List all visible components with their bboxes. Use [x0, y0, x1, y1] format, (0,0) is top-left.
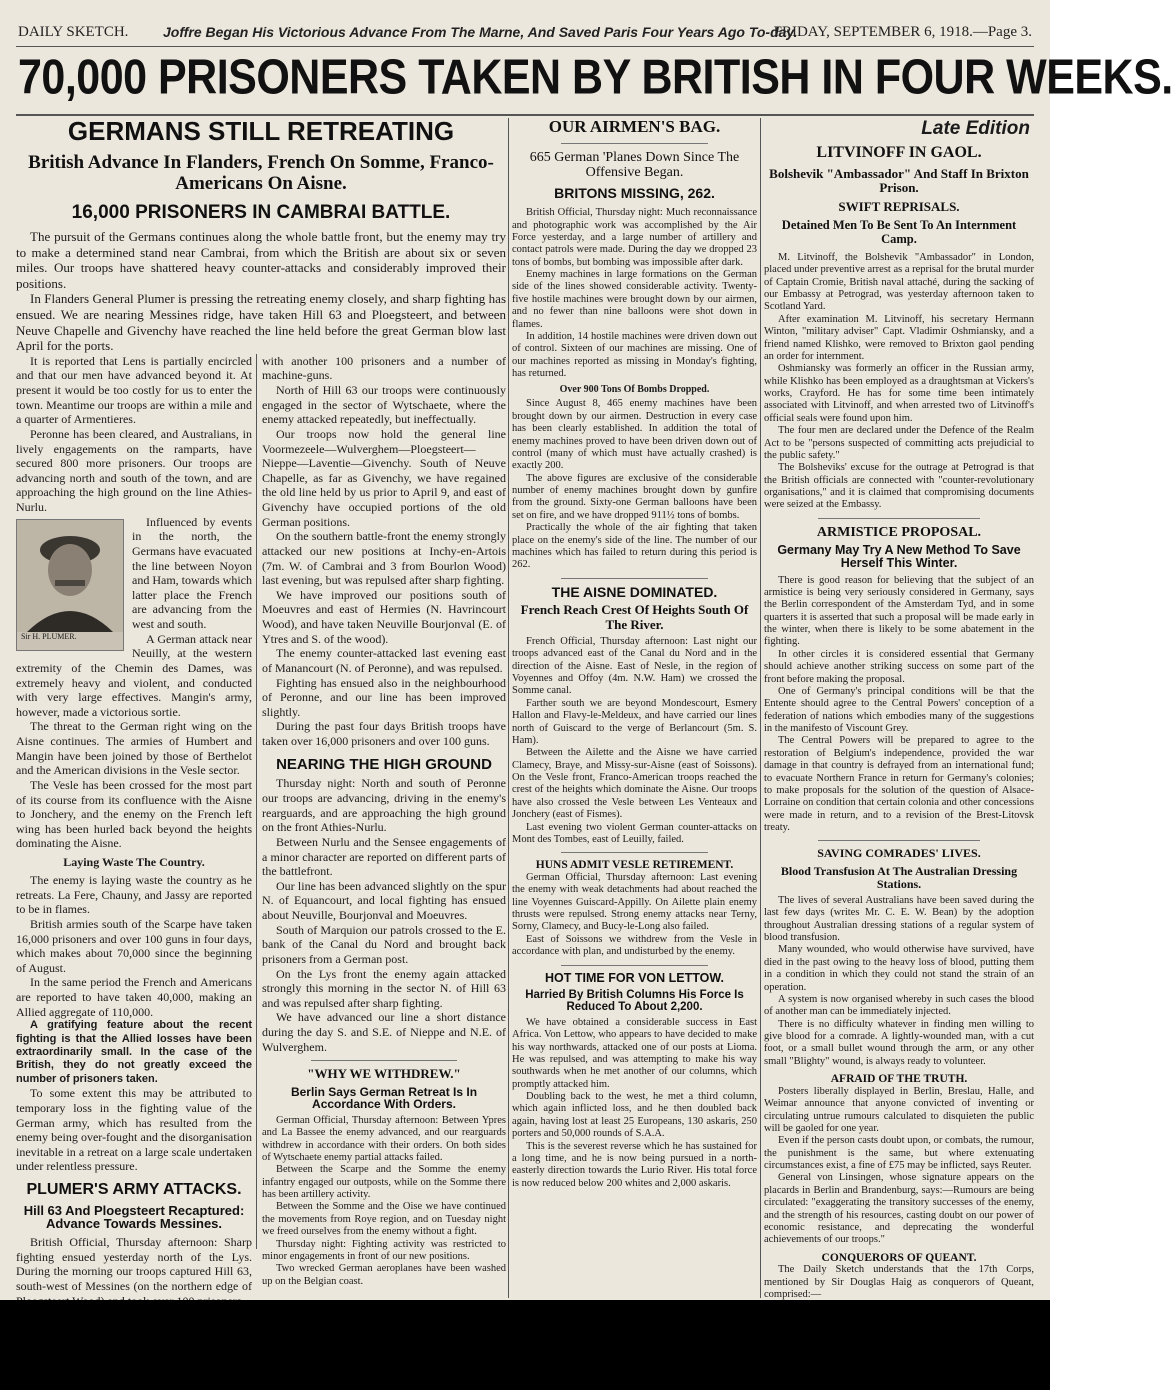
paragraph: Our troops now hold the general line Voormezeele—Wulverghem—Ploegsteert—Nieppe—Laventie—Givenchy. South of Neuve Chapelle, as far as Givenchy, we have regained the old line held by us prior to April 9, and east of Givenchy have occupied portions of the old German positions. [262, 426, 506, 529]
late-edition-label: Late Edition [921, 118, 1030, 139]
paragraph: Practically the whole of the air fighting that taken place on the enemy's side of the line. The number of our machines which has failed to return during this period is 262. [512, 522, 757, 571]
masthead [18, 24, 1032, 46]
subheading: Over 900 Tons Of Bombs Dropped. [559, 384, 710, 396]
banner-headline: 70,000 PRISONERS TAKEN BY BRITISH IN FOUR WEEKS. [18, 50, 1173, 106]
paragraph: British Official, Thursday afternoon: Sharp fighting ensued yesterday north of the Lys. During the morning our troops captured Hill 63, south-west of Messines (on the northern edge of [16, 1235, 252, 1293]
litvinoff-deck: Bolshevik "Ambassador" And Staff In Brixton Prison. [769, 165, 1029, 195]
main-deck-prisoners: 16,000 PRISONERS IN CAMBRAI BATTLE. [71, 202, 451, 224]
separator [561, 143, 708, 144]
bottom-strip [0, 1300, 1050, 1390]
separator [311, 1060, 457, 1061]
paragraph: In addition, 14 hostile machines were driven down out of control. Sixteen of our machines are missing. One of our machines reported as missing in Monday's fighting, has returned. [512, 330, 757, 380]
litvinoff-headline: LITVINOFF IN GAOL. [816, 144, 982, 161]
paragraph: On the southern battle-front the enemy strongly attacked our new positions at Inchy-en-Artois (7m. W. of Cambrai and 3 from Bourlon Wood) last evening, but was repulsed after sharp fighting. [262, 529, 506, 588]
saving-deck: Blood Transfusion At The Australian Dressing Stations. [780, 863, 1018, 891]
column-divider [508, 118, 509, 1298]
separator [818, 518, 980, 519]
separator [818, 840, 980, 841]
paragraph: The threat to the German right wing on the Aisne continues. The armies of Humbert and Mangin have been joined by those of Berthelot and the American divisions in the Vesle sector. [16, 719, 252, 778]
lettow-deck: Harried By British Columns His Force Is Reduced To About 2,200. [525, 988, 744, 1013]
masthead-rule [16, 46, 1034, 47]
paragraph: Two wrecked German aeroplanes have been washed up on the Belgian coast. [262, 1263, 506, 1287]
armistice-headline: ARMISTICE PROPOSAL. [816, 524, 982, 540]
paragraph: A German attack near Neuilly, at the western extremity of the Chemin des Dames, was extremely heavy and violent, and conducted with very large effectives. Mangin's army, however, made a victorious sortie. [16, 631, 252, 719]
paragraph: There is no difficulty whatever in finding men willing to give blood for a comrade. A lightly-wounded man, with a cut foot, or a small bullet wound through the arm, or any other small "Blighty" wound, is always ready to volunteer. [764, 1018, 1034, 1067]
withdrew-headline: "WHY WE WITHDREW." [307, 1066, 461, 1082]
general-portrait-image [17, 520, 123, 632]
paragraph: The lives of several Australians have been saved during the last few days (writes Mr. C. E. W. Bean) by the adoption throughout Australian dressing stations of a regular system of blood transfusion. [764, 894, 1034, 944]
paragraph: After examination M. Litvinoff, his secretary Hermann Winton, "military adviser" Capt. Vladimir Oshmiansky, and a friend named Klishko, were removed to Brixton gaol pending an order for internment. [764, 313, 1034, 362]
portrait-caption: Sir H. PLUMER. [21, 631, 77, 641]
subheading: Laying Waste The Country. [63, 855, 205, 870]
aisne-deck: French Reach Crest Of Heights South Of The River. [520, 602, 749, 632]
plumer-deck: Hill 63 And Ploegsteert Recaptured: Advance Towards Messines. [23, 1202, 245, 1232]
dateline: FRIDAY, SEPTEMBER 6, 1918.—Page 3. [773, 24, 1032, 40]
late-edition-column [764, 118, 1034, 1301]
paragraph: In the same period the French and Americans are reported to have taken 40,000, making an Allied aggregate of 110,000. [16, 975, 252, 1019]
armistice-deck: Germany May Try A New Method To Save Herself This Winter. [777, 543, 1021, 571]
paragraph: To some extent this may be attributed to temporary loss in the fighting value of the German army, which has resulted from the enemy being over-fought and the disorganisation inevitable in a retreat on a large scale undertaken under relentless pressure. [16, 1086, 252, 1174]
paragraph: Fighting has ensued also in the neighbourhood of Peronne, and our line has been improved slightly. [262, 675, 506, 719]
paragraph: The enemy counter-attacked last evening east of Manancourt (N. of Peronne), and was repulsed. [262, 646, 506, 675]
paragraph: Our line has been advanced slightly on the spur N. of Equancourt, and local fighting has ensued about Neuville, Bourjonval and Moeuvres. [262, 878, 506, 923]
vesle-headline: HUNS ADMIT VESLE RETIREMENT. [535, 859, 734, 872]
saving-headline: SAVING COMRADES' LIVES. [817, 846, 981, 861]
paragraph: In other circles it is considered essential that Germany should achieve another striking success on some part of the front before making the proposal. [764, 648, 1034, 685]
paragraph: The enemy is laying waste the country as he retreats. La Fere, Chauny, and Jassy are reported to be in flames. [16, 873, 252, 917]
paragraph: Since August 8, 465 enemy machines have been brought down by our airmen. Destruction in every case has been clearly established. In addition the total of enemy machines proved to have been driven down out of control (many of which must have actually crashed) is exactly 200. [512, 398, 757, 472]
paragraph: The four men are declared under the Defence of the Realm Act to be "persons suspected of committing acts prejudicial to the public safety." [764, 425, 1034, 461]
column-divider [760, 118, 761, 1298]
paragraph: The Vesle has been crossed for the most part of its course from its confluence with the Aisne to Jonchery, and the enemy on the French left wing has been hurled back beyond the heights dominating the Aisne. [16, 777, 252, 851]
paragraph: Oshmiansky was formerly an officer in the Russian army, while Klishko has been employed as a draughtsman at Vickers's works, Crayford. He has for some time been intimately associated with Litvinoff, and when arrested two of Litvinoff's official seals were found upon him. [764, 363, 1034, 424]
aisne-headline: THE AISNE DOMINATED. [551, 583, 718, 600]
paragraph: There is good reason for believing that the subject of an armistice is being very seriously considered in Germany, says the Berlin correspondent of the Amsterdam Tyd, and in some quarters it is asserted that such a proposal will be made early in the winter, when there is likely to be some abatement in the fighting. [764, 574, 1034, 648]
paragraph: We have advanced our line a short distance during the day S. and S.E. of Nieppe and N.E. of Wulverghem. [262, 1010, 506, 1054]
separator [561, 852, 708, 853]
sub-column-divider [256, 354, 257, 1249]
paragraph: Last evening two violent German counter-attacks on Mont des Tombes, east of Leuilly, failed. [512, 821, 757, 845]
paragraph: Between the Ailette and the Aisne we have carried Clamecy, Braye, and Missy-sur-Aisne (east of Soissons). On the Vesle front, Franco-American troops reached the crest of the heights which dominate the Aisne. Our troops have also crossed the Vesle between Les Venteaux and Jonchery (east of Fismes). [512, 747, 757, 821]
paragraph: Between the Somme and the Oise we have continued the movements from Roye region, and on Tuesday night we freed ourselves from the enemy without a fight. [262, 1201, 506, 1238]
paragraph: The Bolsheviks' excuse for the outrage at Petrograd is that the British officials are connected with "counter-revolutionary organisations," and it is claimed that compromising documents were seized at the Embassy. [764, 462, 1034, 511]
paragraph: We have obtained a considerable success in East Africa. Von Lettow, who appears to have decided to make his way northwards, attacked one of our posts at Lioma. He was repulsed, and was attempting to make his way southwards when he met another of our columns, which promptly attacked him. [512, 1016, 757, 1090]
paragraph: North of Hill 63 our troops were continuously engaged in the sector of Wytschaete, where the enemy attacked repeatedly, but ineffectually. [262, 383, 506, 427]
paper-name: DAILY SKETCH. [18, 24, 129, 40]
sub-column-left [16, 354, 252, 1338]
paragraph: Influenced by events in the north, the Germans have evacuated the line between Noyon and Ham, towards which latter place the French are advancing from the west and south. [132, 514, 252, 632]
airmen-column [512, 118, 757, 1296]
queant-headline: CONQUERORS OF QUEANT. [821, 1251, 977, 1264]
lead-paragraph: In Flanders General Plumer is pressing the retreating enemy closely, and sharp fighting has ensued. We are nearing Messines ridge, have taken Hill 63 and Ploegsteert, and between Neuve Chapelle and Givenchy have reached the line held before the great German blow last April for the ports. [16, 291, 506, 354]
masthead-tagline: Joffre Began His Victorious Advance From The Marne, And Saved Paris Four Years Ago To-day. [163, 24, 798, 40]
paragraph: Between the Scarpe and the Somme the enemy infantry engaged our outposts, while on the Somme there has been artillery activity. [262, 1164, 506, 1200]
withdrew-deck: Berlin Says German Retreat Is In Accordance With Orders. [290, 1084, 478, 1112]
lettow-headline: HOT TIME FOR VON LETTOW. [545, 970, 724, 985]
paragraph: Even if the person casts doubt upon, or combats, the rumour, the punishment is the same, but where extenuating circumstances exist, a fine of £75 may be inflicted, says Reuter. [764, 1135, 1034, 1172]
paragraph: Peronne has been cleared, and Australians, in lively engagements on the ramparts, have secured 800 more prisoners. Our troops are advancing north and south of the town, and are approaching the high ground on the line Athies-Nurlu. [16, 426, 252, 515]
separator [561, 965, 708, 966]
paragraph: German Official, Thursday afternoon: Last evening the enemy with weak detachments had about reached the line Voyennes Guiscard-Appilly. On Ailette plain enemy thrusts were repulsed. Strong enemy attacks near Terny, Sorny, Clamecy, and Bucy-le-Long also failed. [512, 871, 757, 933]
paragraph: We have improved our positions south of Moeuvres and east of Hermies (N. Havrincourt Wood), and have taken Neuville Bourjonval (E. of Ytres and S. of the wood). [262, 587, 506, 646]
paragraph: French Official, Thursday afternoon: Last night our troops advanced east of the Canal du Nord and in the direction of the Aisne. East of Nesle, in the region of Voyennes and Offoy (4m. N.W. Ham) we crossed the Somme canal. [512, 635, 757, 697]
airmen-headline: OUR AIRMEN'S BAG. [548, 117, 721, 136]
paragraph: Doubling back to the west, he met a third column, which again inflicted loss, and he then doubled back again, having lost at least 25 Europeans, 130 askaris, 250 porters and 50,000 rounds of S.A.A. [512, 1091, 757, 1140]
portrait-photo [16, 519, 124, 651]
paragraph: Many wounded, who would otherwise have survived, have died in the past owing to the heavy loss of blood, putting them in a condition in which they could not stand the strain of an operation. [764, 944, 1034, 993]
paragraph: Thursday night: Fighting activity was restricted to minor engagements in front of our new positions. [262, 1238, 506, 1262]
reprisals-deck: Detained Men To Be Sent To An Internment Camp. [781, 218, 1017, 247]
paragraph: Posters liberally displayed in Berlin, Breslau, Halle, and Weimar announce that anyone convicted of inventing or circulating untrue rumours calculated to disquieten the public will be gaoled for one year. [764, 1085, 1034, 1134]
paragraph: It is reported that Lens is partially encircled and that our men have advanced beyond it. At present it would be too costly for us to enter the town. Meantime our troops are within a mile and a quarter of Armentieres. [16, 353, 252, 427]
paragraph: German Official, Thursday afternoon: Between Ypres and La Bassee the enemy advanced, and our rearguards withdrew in accordance with their orders. On both sides of Wytschaete enemy partial attacks failed. [262, 1114, 506, 1163]
paragraph: General von Linsingen, whose signature appears on the placards in Berlin and Brandenburg, says:—Rumours are being circulated: "exaggerating the transitory successes of the enemy, and the strength of his resources, casting doubt on our power of economic resistance, and deprecating the wonderful achievements of our troops." [764, 1172, 1034, 1246]
missing-headline: BRITONS MISSING, 262. [554, 185, 715, 202]
main-story [16, 118, 506, 1296]
truth-headline: AFRAID OF THE TRUTH. [830, 1073, 968, 1086]
paragraph: One of Germany's principal conditions will be that the Entente should agree to the Central Powers' conception of a federation of nations which embodies many of the suggestions in the manifesto of Viscount Grey. [764, 685, 1034, 734]
paragraph: Thursday night: North and south of Peronne our troops are advancing, driving in the enemy's rearguards, and are approaching the high ground on the front Athies-Nurlu. [262, 776, 506, 835]
paragraph: M. Litvinoff, the Bolshevik "Ambassador" in London, placed under preventive arrest as a reprisal for the brutal murder of Captain Cromie, British naval attaché, during the sacking of our Embassy at Petrograd, was yesterday afternoon taken to Scotland Yard. [764, 251, 1034, 313]
paragraph: The Central Powers will be prepared to agree to the restoration of Belgium's independence, provided the war damage in that country is defrayed from an international fund; to evacuate Northern France in return for Germany's colonies; to make proposals for the solution of the question of Alsace-Lorraine on condition that certain colonia and other concessions were made in return, and to a revision of the Brest-Litovsk treaty. [764, 735, 1034, 833]
airmen-deck: 665 German 'Planes Down Since The Offensive Began. [529, 149, 740, 181]
paragraph: South of Marquion our patrols crossed to the E. bank of the Canal du Nord and brought back prisoners from a German post. [262, 922, 506, 966]
paragraph: Farther south we are beyond Mondescourt, Esmery Hallon and Flavy-le-Meldeux, and have carried our lines north of Guiscard to the verge of Berlancourt (5m. S. Ham). [512, 697, 757, 746]
paragraph: This is the severest reverse which he has sustained for a long time, and he is now being pursued in a north-easterly direction towards the Lurio River. His total force is now reduced below 200 whites and 2,000 askaris. [512, 1140, 757, 1189]
paragraph: British Official, Thursday night: Much reconnaissance and photographic work was accomplished by the Air Force yesterday, and a large number of artillery and contact patrols were made. During the day we dropped 23 tons of bombs, but bombing was impossible after dark. [512, 207, 757, 268]
sub-column-right [262, 354, 506, 1288]
paragraph: British armies south of the Scarpe have taken 16,000 prisoners and over 100 guns in four days, which makes about 70,000 since the beginning of August. [16, 916, 252, 975]
paragraph: The above figures are exclusive of the considerable number of enemy machines brought down by gunfire from the ground. Sixty-one German balloons have been set on fire, and we have dropped 911½ tons of bombs. [512, 472, 757, 521]
reprisals-headline: SWIFT REPRISALS. [838, 199, 960, 215]
paragraph: East of Soissons we withdrew from the Vesle in accordance with plan, and undisturbed by the enemy. [512, 933, 757, 958]
lead-paragraph: The pursuit of the Germans continues along the whole battle front, but the enemy may try to make a determined stand near Cambrai, from which the British are about six or seven miles. Our troops have shattered heavy counter-attacks and considerably improved their positions. [16, 229, 506, 291]
paragraph: with another 100 prisoners and a number of machine-guns. [262, 353, 506, 383]
bold-paragraph: A gratifying feature about the recent fighting is that the Allied losses have been extraordinarily small. In the case of the British, they do not greatly exceed the number of prisoners taken. [16, 1019, 252, 1085]
paragraph: Enemy machines in large formations on the German side of the lines showed considerable activity. Twenty-five hostile machines were brought down by our airmen, and no fewer than nine balloons were shot down in flames. [512, 269, 757, 330]
separator [561, 578, 708, 579]
paragraph: On the Lys front the enemy again attacked strongly this morning in the sector N. of Hill 63 and was repulsed after sharp fighting. [262, 966, 506, 1010]
paragraph: During the past four days British troops have taken over 16,000 prisoners and over 100 guns. [262, 719, 506, 749]
nearing-headline: NEARING THE HIGH GROUND [276, 755, 492, 773]
paragraph: A system is now organised whereby in such cases the blood of another man can be immediately injected. [764, 993, 1034, 1018]
paragraph: The Daily Sketch understands that the 17th Corps, mentioned by Sir Douglas Haig as conquerors of Queant, comprised:— [764, 1264, 1034, 1301]
main-headline: GERMANS STILL RETREATING [67, 116, 455, 146]
paragraph: Between Nurlu and the Sensee engagements of a minor character are reported on different parts of the battlefront. [262, 834, 506, 879]
plumer-headline: PLUMER'S ARMY ATTACKS. [26, 1181, 242, 1199]
main-deck: British Advance In Flanders, French On Somme, Franco-Americans On Aisne. [28, 152, 494, 195]
